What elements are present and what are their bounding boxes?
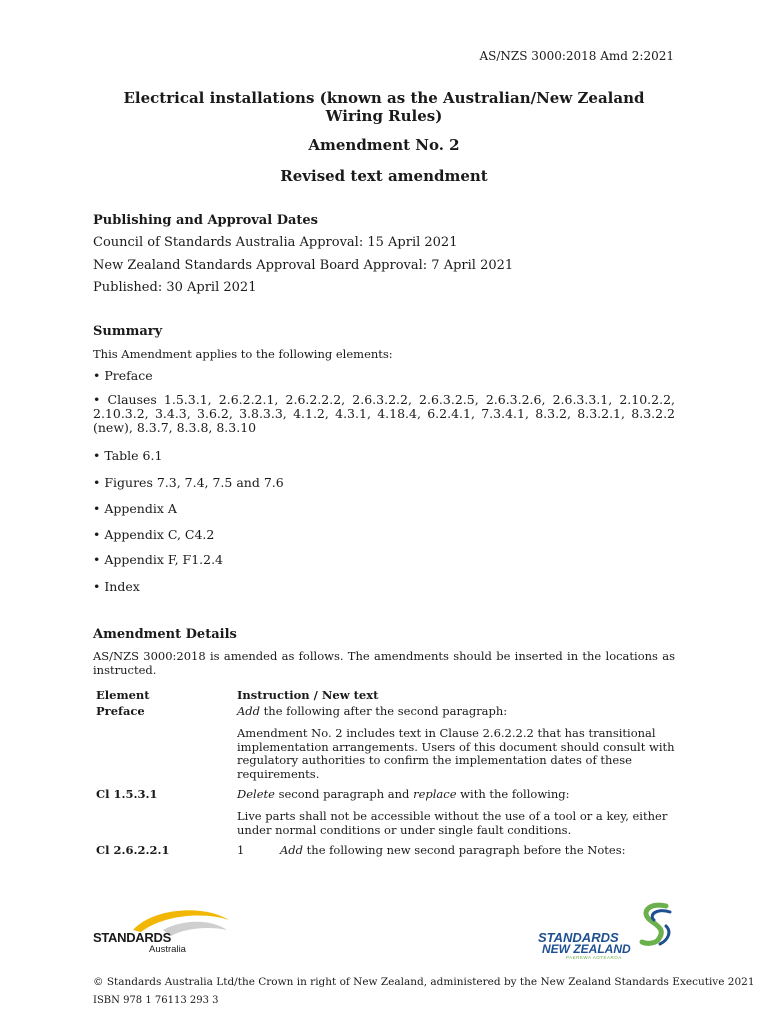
summary-item-table: • Table 6.1 [93,448,163,463]
sa-logo-line2: Australia [149,944,186,955]
snz-logo-line2: NEW ZEALAND [542,942,631,956]
copyright-notice: © Standards Australia Ltd/the Crown in right of New Zealand, administered by the New Zealand Standards Executive 2021 [93,976,755,988]
table-row [96,718,678,781]
summary-item-appendix-a: • Appendix A [93,501,177,516]
publishing-heading: Publishing and Approval Dates [93,213,318,228]
council-approval: Council of Standards Australia Approval: 15 April 2021 [93,235,458,250]
summary-intro: This Amendment applies to the following elements: [93,347,393,361]
document-title [93,89,675,125]
summary-item-preface: • Preface [93,368,153,383]
summary-item-index: • Index [93,579,140,594]
summary-item-appendix-f: • Appendix F, F1.2.4 [93,552,223,567]
document-subtitle: Revised text amendment [280,167,488,185]
summary-heading: Summary [93,324,163,339]
details-intro: AS/NZS 3000:2018 is amended as follows. The amendments should be inserted in the locations as instructed. [93,649,675,677]
element-cl-1-5-3-1: Cl 1.5.3.1 [96,787,158,801]
cl-1-5-3-1-new-text: Live parts shall not be accessible without the use of a tool or a key, either under normal conditions or under single fault conditions. [237,809,668,837]
col-header-element: Element [96,688,150,702]
instruction-cl-2-6-2-2-1: 1 Add the following new second paragraph before the Notes: [237,843,626,857]
snz-logo-line1: STANDARDS [538,930,619,945]
table-row [96,702,678,718]
table-row [96,801,678,837]
title-line-2: Wiring Rules) [325,107,443,125]
title-line-1: Electrical installations (known as the Australian/New Zealand [123,89,645,107]
summary-item-figures: • Figures 7.3, 7.4, 7.5 and 7.6 [93,475,284,490]
table-row [96,781,678,801]
element-cl-2-6-2-2-1: Cl 2.6.2.2.1 [96,843,170,857]
nz-board-approval: New Zealand Standards Approval Board Approval: 7 April 2021 [93,258,514,273]
summary-item-clauses: • Clauses 1.5.3.1, 2.6.2.2.1, 2.6.2.2.2, 2.6.3.2.2, 2.6.3.2.5, 2.6.3.2.6, 2.6.3.3.1, 2.10.2.2, 2.10.3.2, 3.4.3, 3.6.2, 3.8.3.3, 4.1.2, 4.3.1, 4.18.4, 6.2.4.1, 7.3.4.1, 8.3.2, 8.3.2.1, 8.3.2.2 (new), 8.3.7, 8.3.8, 8.3.10 [93,392,675,435]
published-date: Published: 30 April 2021 [93,280,257,295]
isbn: ISBN 978 1 76113 293 3 [93,995,219,1006]
col-header-instruction: Instruction / New text [237,688,379,702]
document-reference: AS/NZS 3000:2018 Amd 2:2021 [479,49,674,63]
snz-s-mark-icon [636,900,676,950]
details-heading: Amendment Details [93,627,237,642]
element-preface: Preface [96,704,145,718]
summary-item-appendix-c: • Appendix C, C4.2 [93,527,215,542]
preface-new-text: Amendment No. 2 includes text in Clause 2.6.2.2.2 that has transitional implementation arrangements. Users of this document should consult with regulatory authorities to confirm the implementation dates of these requirements. [237,726,675,781]
snz-logo-line3: PAEREWA AOTEAROA [566,955,622,960]
amendment-number: Amendment No. 2 [308,136,460,154]
instruction-preface: Add the following after the second paragraph: [237,704,508,718]
instruction-cl-1-5-3-1: Delete second paragraph and replace with the following: [237,787,570,801]
standards-australia-logo [93,906,233,956]
table-row [96,837,678,857]
sa-logo-line1: STANDARDS [93,930,171,945]
table-header-row [96,688,678,702]
amendment-table [96,688,678,857]
standards-new-zealand-logo [536,900,676,960]
